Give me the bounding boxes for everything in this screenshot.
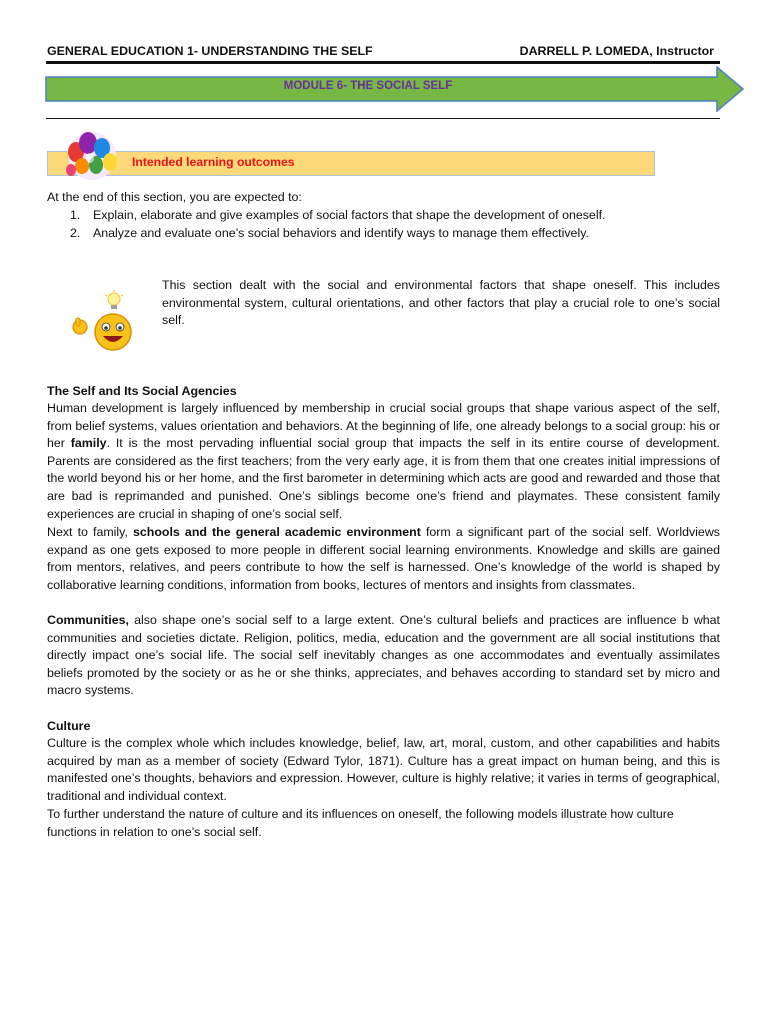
section-overview: This section dealt with the social and environmental factors that shape oneself. This includes environmental system, cultural orientations, and other factors that play a crucial role to one’s social self. [162, 278, 720, 328]
culture-heading: Culture [47, 719, 91, 733]
agencies-paragraph-schools: Next to family, schools and the general academic environment form a significant part of the social self. Worldviews expand as one gets exposed to more people in different social learning environments. Knowledge and skills are gained from mentors, relatives, and peers contribute to how the self is harnessed. One’s knowledge of the world is shaped by collaborative learning conditions, information from books, lectures of mentors and insights from classmates. [47, 525, 720, 592]
outcomes-list [70, 207, 605, 242]
outcomes-intro: At the end of this section, you are expected to: [47, 190, 302, 204]
agencies-heading: The Self and Its Social Agencies [47, 384, 237, 398]
instructor-name: DARRELL P. LOMEDA, Instructor [519, 44, 714, 58]
module-rule [46, 118, 720, 119]
outcomes-heading: Intended learning outcomes [132, 155, 295, 169]
list-item: 2. Analyze and evaluate one’s social behaviors and identify ways to manage them effectively. [70, 225, 589, 240]
idea-smiley-icon [68, 290, 138, 352]
course-title: GENERAL EDUCATION 1- UNDERSTANDING THE SELF [47, 44, 373, 58]
list-item: 1. Explain, elaborate and give examples of social factors that shape the development of oneself. [70, 208, 606, 222]
agencies-paragraph-communities: Communities, also shape one’s social self to a large extent. One’s cultural beliefs and practices are influence b what communities and societies dictate. Religion, politics, media, education and the government are all social institutions that directly impact one’s social life. The social self inevitably changes as one accommodates and eventually assimilates beliefs promoted by the society or as he or she thinks, appreciates, and behaves according to standard set by micro and macro systems. [47, 613, 720, 698]
culture-paragraph-models: To further understand the nature of culture and its influences on oneself, the following models illustrate how culture functions in relation to one’s social self. [47, 807, 674, 839]
culture-paragraph-definition: Culture is the complex whole which includes knowledge, belief, law, art, moral, custom, and other capabilities and habits acquired by man as a member of society (Edward Tylor, 1871). Culture has a great impact on human being, and this is manifested one’s thoughts, behaviors and expression. However, culture is highly relative; it varies in terms of geographical, traditional and individual context. [47, 736, 720, 803]
header-rule [46, 61, 720, 64]
agencies-paragraph-family: Human development is largely influenced by membership in crucial social groups that shape various aspect of the self, from belief systems, values orientation and behaviors. At the beginning of life, one already belongs to a social group: his or her family. It is the most pervading influential social group that impacts the self in its entire course of development. Parents are considered as the first teachers; from the very early age, it is from them that one creates initial impressions of the world beyond his or her home, and the first barometer in determining which acts are good and rewarded and those that are bad is reprimanded and punished. One’s siblings become one’s friend and playmates. These consistent family experiences are crucial in shaping of one’s social self. [47, 401, 720, 521]
balloons-icon [60, 128, 124, 184]
module-title: MODULE 6- THE SOCIAL SELF [283, 80, 453, 92]
